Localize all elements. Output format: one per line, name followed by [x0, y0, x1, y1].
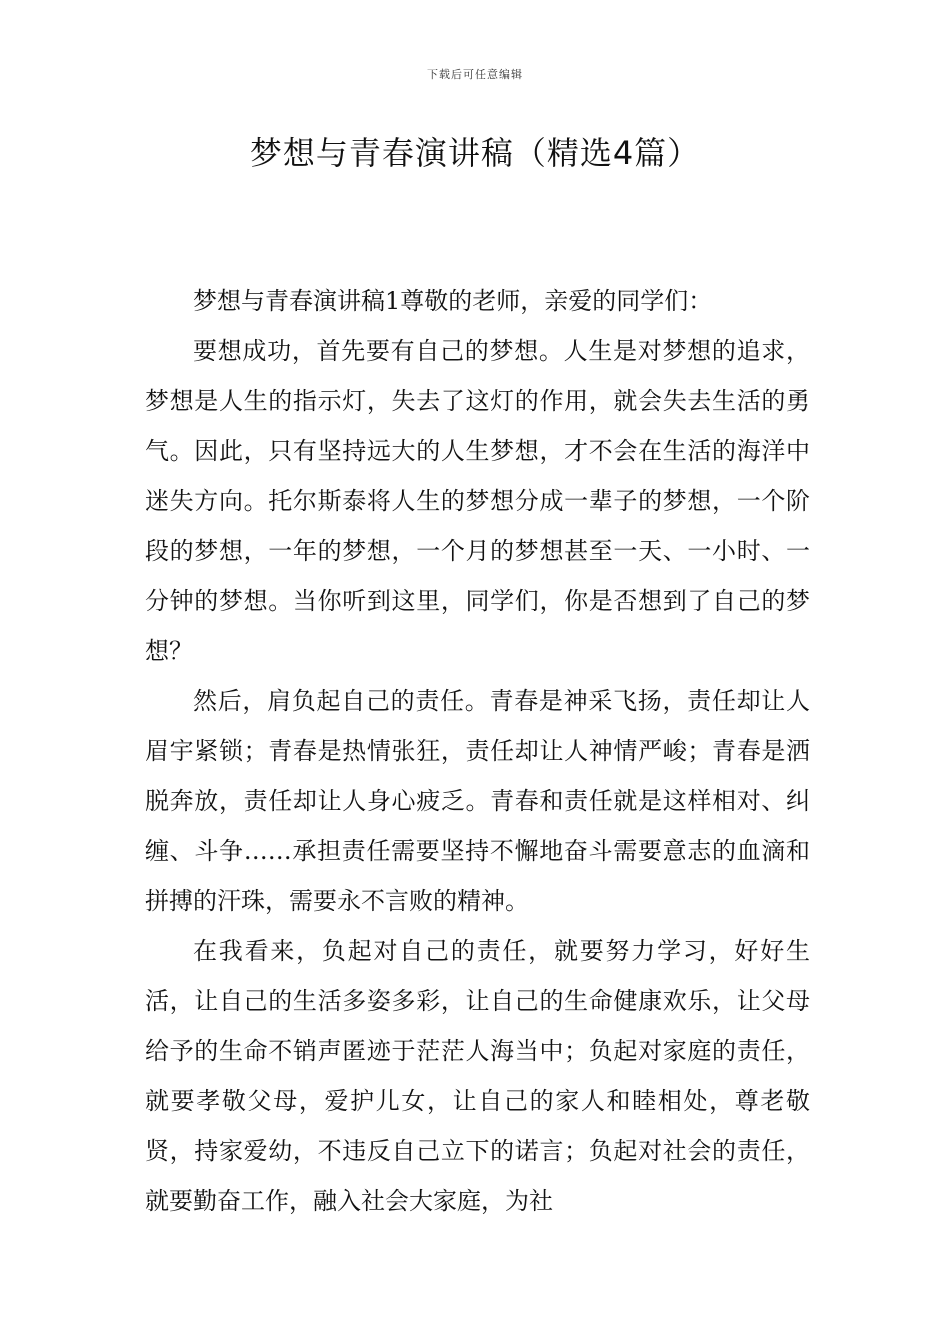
paragraph-salutation: 梦想与青春演讲稿1尊敬的老师，亲爱的同学们：: [193, 287, 713, 315]
document-body: [145, 276, 810, 1226]
paragraph-responsibility: 然后，肩负起自己的责任。青春是神采飞扬，责任却让人眉宇紧锁；青春是热情张狂，责任却让人神情严峻；青春是洒脱奔放，责任却让人身心疲乏。青春和责任就是这样相对、纠缠、斗争……承担责任需要坚持不懈地奋斗需要意志的血滴和拼搏的汗珠，需要永不言败的精神。: [145, 687, 810, 915]
document-title: 梦想与青春演讲稿（精选4篇）: [249, 134, 701, 172]
paragraph-my-view: 在我看来，负起对自己的责任，就要努力学习，好好生活，让自己的生活多姿多彩，让自己的生命健康欢乐，让父母给予的生命不销声匿迹于茫茫人海当中；负起对家庭的责任，就要孝敬父母，爱护儿女，让自己的家人和睦相处，尊老敬贤，持家爱幼，不违反自己立下的诺言；负起对社会的责任，就要勤奋工作，融入社会大家庭，为社: [145, 937, 810, 1215]
paragraph-dream: 要想成功，首先要有自己的梦想。人生是对梦想的追求，梦想是人生的指示灯，失去了这灯的作用，就会失去生活的勇气。因此，只有坚持远大的人生梦想，才不会在生活的海洋中迷失方向。托尔斯泰将人生的梦想分成一辈子的梦想，一个阶段的梦想，一年的梦想，一个月的梦想甚至一天、一小时、一分钟的梦想。当你听到这里，同学们，你是否想到了自己的梦想？: [145, 337, 810, 665]
page-header-note: 下载后可任意编辑: [427, 68, 523, 81]
